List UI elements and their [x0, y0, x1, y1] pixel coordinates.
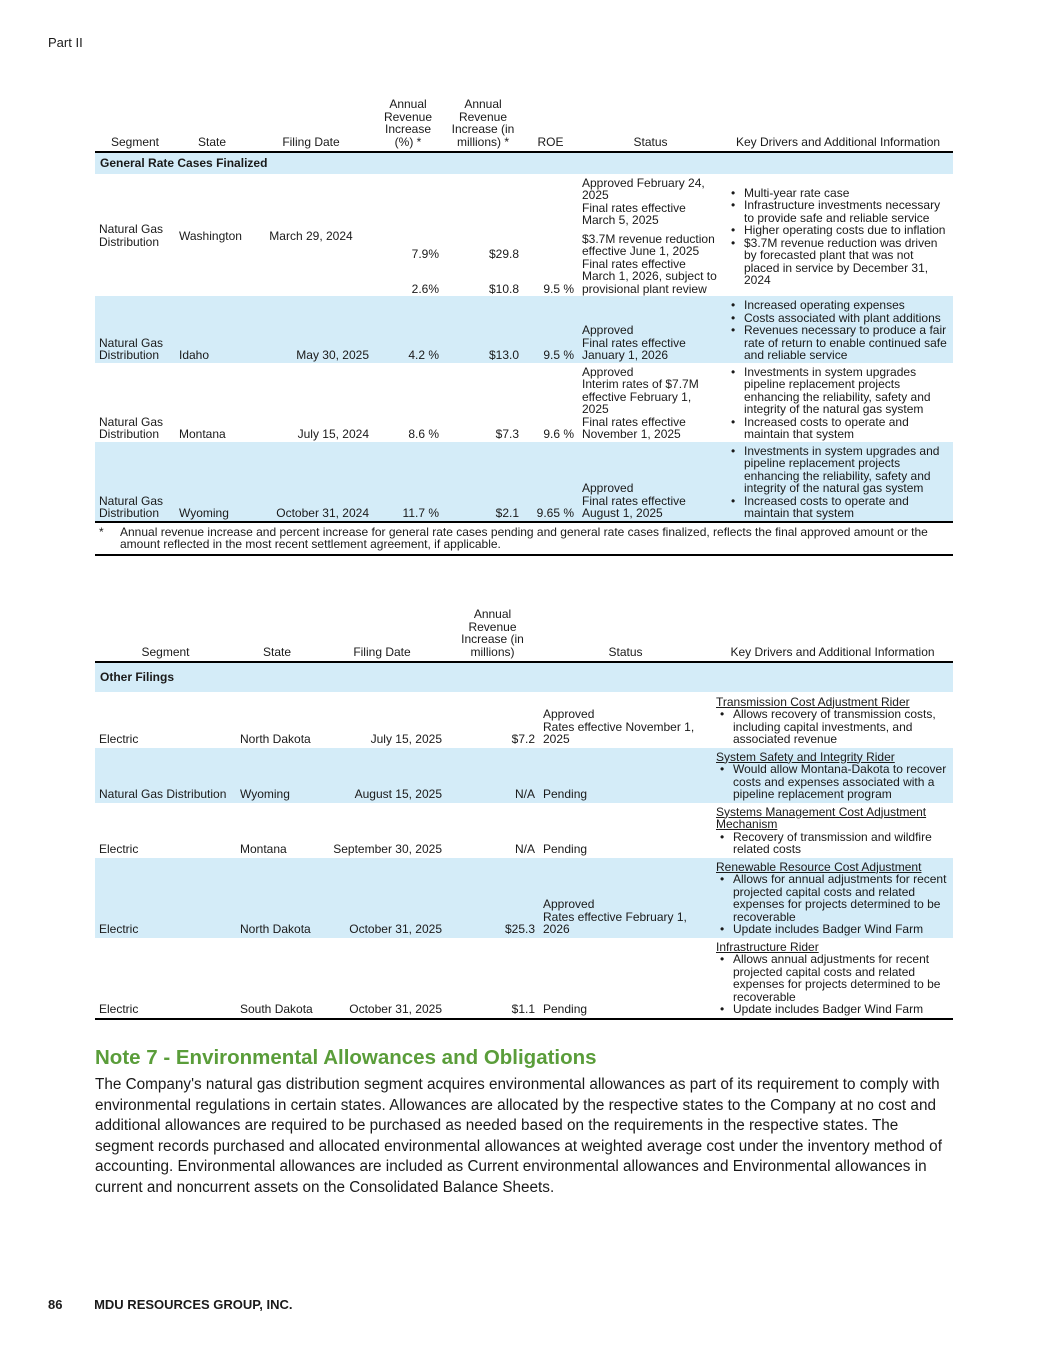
- driver-item: • Increased costs to operate and maintain that system: [727, 416, 949, 441]
- driver-item: • Costs associated with plant additions: [727, 312, 949, 325]
- driver-item: • Revenues necessary to produce a fair rate of return to enable continued safe and reliable service: [727, 324, 949, 362]
- driver-item: • Investments in system upgrades and pipeline replacement projects enhancing the reliability, safety and integrity of the natural gas system: [727, 445, 949, 495]
- drivers-cell: [723, 296, 953, 363]
- col-header: State: [197, 134, 227, 149]
- filing-date-cell: October 31, 2025: [318, 858, 446, 938]
- pct-value: 7.9%: [411, 247, 439, 261]
- rider-title: Infrastructure Rider: [716, 939, 819, 954]
- amount-cell: $7.3: [495, 427, 519, 441]
- state-cell: Wyoming: [175, 442, 249, 522]
- section-title: Other Filings: [95, 662, 953, 692]
- state-cell: North Dakota: [236, 858, 318, 938]
- driver-item: • $3.7M revenue reduction was driven by forecasted plant that was not placed in service by December 31, 2024: [727, 237, 949, 287]
- amount-value: $10.8: [488, 281, 519, 296]
- segment-cell: Natural Gas Distribution: [99, 414, 164, 441]
- status-text: $3.7M revenue reduction effective June 1, 2025 Final rates effective March 1, 2026, subject to provisional plant review: [582, 231, 717, 296]
- driver-item: • Allows annual adjustments for recent projected capital costs and related expenses for projects determined to be recoverable: [716, 953, 949, 1003]
- table-row: [95, 442, 953, 522]
- filing-date-cell: July 15, 2024: [297, 427, 369, 441]
- amount-cell: N/A: [514, 842, 535, 856]
- table-row: [95, 938, 953, 1019]
- segment-cell: Natural Gas Distribution: [99, 222, 164, 249]
- rider-title: Transmission Cost Adjustment Rider: [716, 694, 910, 709]
- status-cell: Approved Rates effective November 1, 2025: [543, 707, 695, 746]
- pct-cell: 11.7 %: [373, 442, 443, 522]
- footnote-mark: *: [99, 524, 104, 539]
- roe-cell: 9.6 %: [543, 427, 574, 441]
- part-label: Part II: [48, 35, 83, 50]
- pct-cell: 8.6 %: [408, 427, 439, 441]
- drivers-cell: [712, 748, 953, 803]
- segment-cell: Electric: [99, 732, 139, 746]
- drivers-cell: [723, 442, 953, 522]
- pct-cell: [373, 174, 443, 297]
- driver-item: • Increased operating expenses: [727, 299, 949, 312]
- state-cell: Montana: [240, 842, 287, 856]
- amount-cell: $7.2: [511, 732, 535, 746]
- amount-cell: [443, 174, 523, 297]
- status-cell: Approved Rates effective February 1, 2026: [539, 858, 712, 938]
- state-cell: South Dakota: [240, 1002, 313, 1016]
- driver-item: • Infrastructure investments necessary to provide safe and reliable service: [727, 199, 949, 224]
- table-row: [95, 174, 953, 297]
- filing-date-cell: August 15, 2025: [318, 748, 446, 803]
- amount-cell: N/A: [446, 748, 539, 803]
- status-cell: Approved Interim rates of $7.7M effective February 1, 2025 Final rates effective November 1, 2025: [582, 364, 699, 441]
- col-header: Annual Revenue Increase (%) *: [383, 97, 433, 149]
- filing-date-cell: October 31, 2024: [249, 442, 373, 522]
- status-cell: Pending: [543, 842, 588, 856]
- section-title: General Rate Cases Finalized: [95, 152, 953, 174]
- status-cell: Pending: [539, 748, 712, 803]
- col-header: ROE: [537, 134, 564, 149]
- driver-item: • Update includes Badger Wind Farm: [716, 1003, 949, 1016]
- segment-cell: Electric: [95, 858, 236, 938]
- status-cell: Approved Final rates effective January 1, 2026: [578, 296, 723, 363]
- filing-date-cell: March 29, 2024: [269, 228, 353, 243]
- amount-value: $29.8: [488, 247, 519, 261]
- segment-cell: Natural Gas Distribution: [95, 442, 175, 522]
- state-cell: Montana: [179, 427, 226, 441]
- table-row: [95, 858, 953, 938]
- company-name: MDU RESOURCES GROUP, INC.: [94, 1297, 293, 1312]
- amount-cell: $25.3: [446, 858, 539, 938]
- amount-cell: $2.1: [443, 442, 523, 522]
- state-cell: Wyoming: [236, 748, 318, 803]
- filing-date-cell: May 30, 2025: [249, 296, 373, 363]
- table-row: [95, 363, 953, 442]
- note-body: The Company's natural gas distribution segment acquires environmental allowances as part of its requirement to comply with environmental regulations in certain states. Allowances are allocated by the respective states to the Company at no cost and additional allowances are required to be purchased as needed based on the requirements in the respective states. The segment records purchased and allocated environmental allowances at weighted average cost under the inventory method of accounting. Environmental allowances are included as Current environmental allowances and Environmental allowances in current and noncurrent assets on the Consolidated Balance Sheets.: [95, 1076, 942, 1196]
- col-header: Filing Date: [353, 644, 411, 659]
- status-cell: [578, 174, 723, 297]
- col-header: Filing Date: [282, 134, 340, 149]
- other-filings-table: [95, 608, 953, 1020]
- table-row: [95, 296, 953, 363]
- pct-value: 2.6%: [411, 281, 439, 296]
- section-row: [95, 152, 953, 174]
- col-header: State: [262, 644, 292, 659]
- col-header: Key Drivers and Additional Information: [735, 134, 941, 149]
- col-header: Segment: [110, 134, 160, 149]
- amount-cell: $1.1: [511, 1002, 535, 1016]
- rider-title: Systems Management Cost Adjustment Mechanism: [716, 804, 927, 831]
- drivers-cell: [723, 174, 953, 297]
- filing-date-cell: September 30, 2025: [333, 842, 442, 856]
- table-row: [95, 803, 953, 858]
- driver-item: • Allows recovery of transmission costs, including capital investments, and associated revenue: [716, 708, 949, 746]
- drivers-cell: [712, 692, 953, 748]
- segment-cell: Electric: [99, 1002, 139, 1016]
- status-cell: Approved Final rates effective August 1, 2025: [578, 442, 723, 522]
- rate-cases-table: [95, 98, 953, 556]
- driver-item: • Higher operating costs due to inflation: [727, 224, 949, 237]
- roe-cell: 9.5 %: [543, 281, 574, 296]
- state-cell: North Dakota: [240, 732, 311, 746]
- driver-item: • Allows for annual adjustments for recent projected capital costs and related expenses for projects determined to be recoverable: [716, 873, 949, 923]
- footnote-row: [95, 522, 953, 555]
- note-title: Note 7 - Environmental Allowances and Obligations: [95, 1046, 597, 1069]
- col-header: Annual Revenue Increase (in millions): [461, 607, 524, 659]
- state-cell: Idaho: [175, 296, 249, 363]
- drivers-cell: [712, 803, 953, 858]
- drivers-cell: [712, 858, 953, 938]
- col-header: Status: [633, 134, 668, 149]
- amount-cell: $13.0: [443, 296, 523, 363]
- section-row: [95, 662, 953, 692]
- driver-item: • Update includes Badger Wind Farm: [716, 923, 949, 936]
- roe-cell: 9.5 %: [523, 296, 578, 363]
- table-header-row: [95, 98, 953, 152]
- rider-title: Renewable Resource Cost Adjustment: [716, 859, 922, 874]
- segment-cell: Electric: [99, 842, 139, 856]
- page-footer: [48, 1297, 293, 1312]
- drivers-cell: [723, 363, 953, 442]
- filing-date-cell: October 31, 2025: [349, 1002, 442, 1016]
- driver-item: • Increased costs to operate and maintain that system: [727, 495, 949, 520]
- footnote-text: Annual revenue increase and percent increase for general rate cases pending and general rate cases finalized, reflects the final approved amount or the amount reflected in the most recent settlement agreement, if applicable.: [120, 524, 928, 551]
- col-header: Key Drivers and Additional Information: [730, 644, 935, 659]
- roe-cell: 9.65 %: [523, 442, 578, 522]
- col-header: Status: [608, 644, 643, 659]
- status-text: Approved February 24, 2025 Final rates effective March 5, 2025: [582, 175, 705, 227]
- col-header: Annual Revenue Increase (in millions) *: [451, 97, 515, 149]
- status-cell: Pending: [543, 1002, 588, 1016]
- col-header: Segment: [141, 644, 190, 659]
- pct-cell: 4.2 %: [373, 296, 443, 363]
- state-cell: Washington: [179, 228, 242, 243]
- driver-item: • Investments in system upgrades pipeline replacement projects enhancing the reliability, safety and integrity of the natural gas system: [727, 366, 949, 416]
- drivers-cell: [712, 938, 953, 1019]
- segment-cell: Natural Gas Distribution: [95, 748, 236, 803]
- filing-date-cell: July 15, 2025: [370, 732, 442, 746]
- rider-title: System Safety and Integrity Rider: [716, 749, 895, 764]
- driver-item: • Would allow Montana-Dakota to recover costs and expenses associated with a pipeline replacement program: [716, 763, 949, 801]
- table-row: [95, 748, 953, 803]
- page-number: 86: [48, 1297, 63, 1312]
- driver-item: • Recovery of transmission and wildfire related costs: [716, 831, 949, 856]
- segment-cell: Natural Gas Distribution: [95, 296, 175, 363]
- table-row: [95, 692, 953, 748]
- driver-item: • Multi-year rate case: [727, 187, 949, 200]
- table-header-row: [95, 608, 953, 662]
